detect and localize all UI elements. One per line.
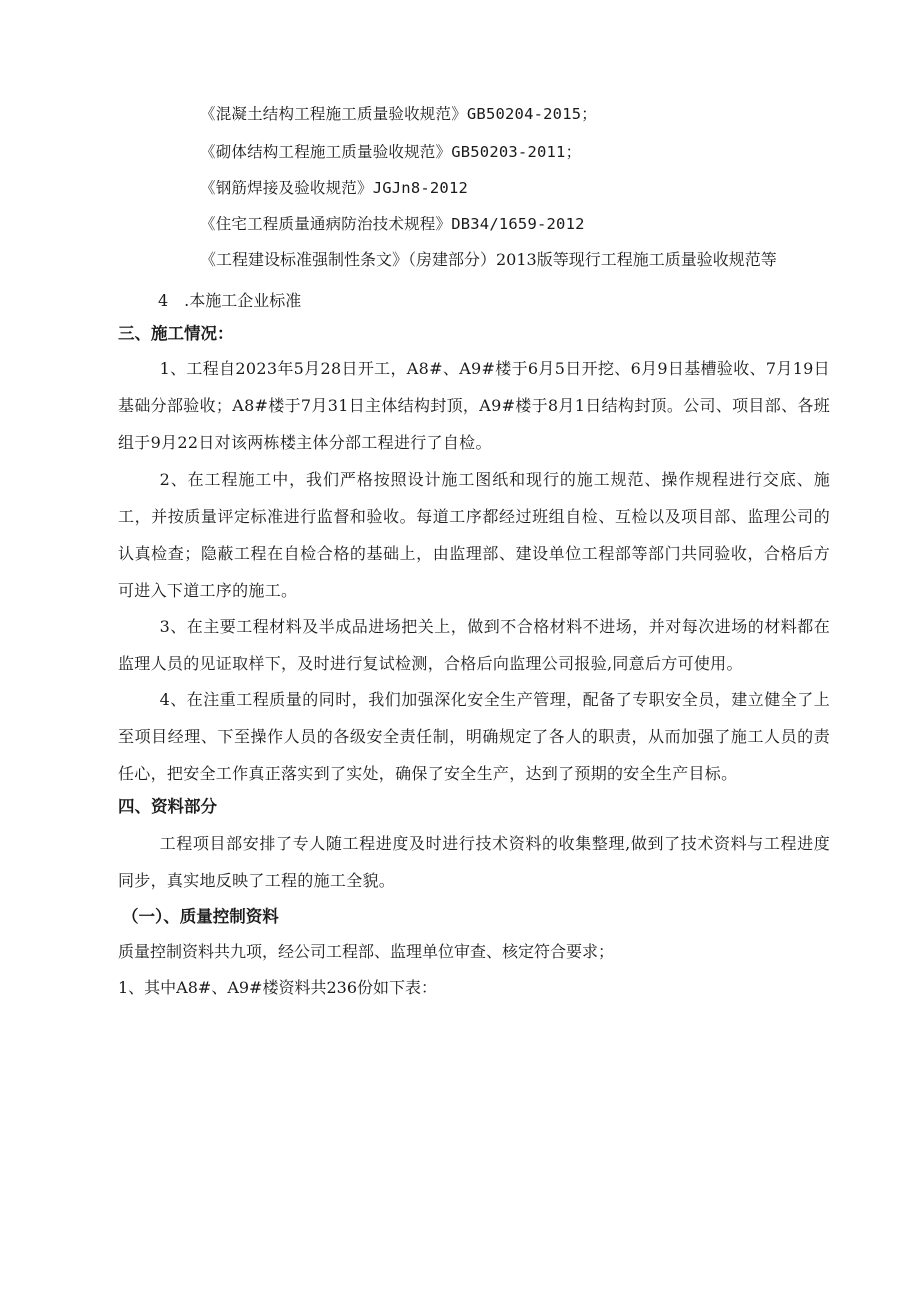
quality-control-subtitle: （一）、质量控制资料 xyxy=(122,907,279,926)
construction-paragraph-2: 2、在工程施工中，我们严格按照设计施工图纸和现行的施工规范、操作规程进行交底、施工，并按质量评定标准进行监督和验收。每道工序都经过班组自检、互检以及项目部、监理公司的认真检查；隐蔽工程在自检合格的基础上，由监理部、建设单位工程部等部门共同验收，合格后方可进入下道工序的施工。 xyxy=(118,470,830,600)
construction-paragraph-4: 4、在注重工程质量的同时，我们加强深化安全生产管理，配备了专职安全员，建立健全了上至项目经理、下至操作人员的各级安全责任制，明确规定了各人的职责，从而加强了施工人员的责任心，把安全工作真正落实到了实处，确保了安全生产，达到了预期的安全生产目标。 xyxy=(118,690,830,783)
section-documents-title: 四、资料部分 xyxy=(118,797,217,816)
reference-concrete-spec: 《混凝土结构工程施工质量验收规范》GB50204-2015； xyxy=(200,105,597,123)
reference-mandatory-provisions: 《工程建设标准强制性条文》（房建部分）2013版等现行工程施工质量验收规范等 xyxy=(200,250,777,269)
section-construction-status-title: 三、施工情况： xyxy=(118,324,234,343)
reference-masonry-spec: 《砌体结构工程施工质量验收规范》GB50203-2011； xyxy=(200,143,582,161)
documents-intro-paragraph: 工程项目部安排了专人随工程进度及时进行技术资料的收集整理,做到了技术资料与工程进度同步，真实地反映了工程的施工全貌。 xyxy=(118,834,830,890)
reference-rebar-welding-spec: 《钢筋焊接及验收规范》JGJn8-2012 xyxy=(200,179,469,197)
enterprise-standard-item: 4 .本施工企业标准 xyxy=(158,291,302,310)
building-documents-count: 1、其中A8#、A9#楼资料共236份如下表： xyxy=(118,978,438,997)
quality-control-summary: 质量控制资料共九项，经公司工程部、监理单位审查、核定符合要求； xyxy=(118,942,615,961)
construction-paragraph-3: 3、在主要工程材料及半成品进场把关上，做到不合格材料不进场，并对每次进场的材料都在监理人员的见证取样下，及时进行复试检测，合格后向监理公司报验,同意后方可使用。 xyxy=(118,617,830,673)
reference-housing-defect-spec: 《住宅工程质量通病防治技术规程》DB34/1659-2012 xyxy=(200,215,585,233)
construction-paragraph-1: 1、工程自2023年5月28日开工，A8#、A9#楼于6月5日开挖、6月9日基槽验收、7月19日基础分部验收；A8#楼于7月31日主体结构封顶，A9#楼于8月1日结构封顶。公司、项目部、各班组于9月22日对该两栋楼主体分部工程进行了自检。 xyxy=(118,359,830,452)
